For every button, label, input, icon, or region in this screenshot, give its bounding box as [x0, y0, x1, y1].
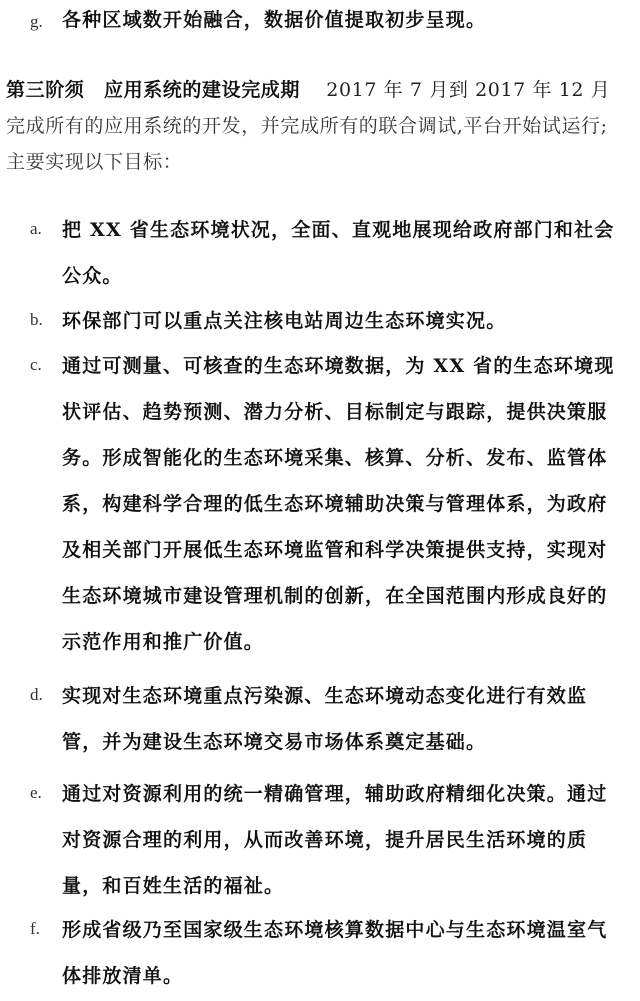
list-marker: d.	[30, 685, 43, 704]
list-item-text: 环保部门可以重点关注核电站周边生态环境实况。	[62, 310, 507, 332]
list-marker: e.	[30, 783, 42, 802]
list-marker: g.	[30, 12, 43, 31]
list-marker: a.	[30, 219, 42, 238]
list-item-text: 形成省级乃至国家级生态环境核算数据中心与生态环境温室气体排放清单。	[62, 919, 608, 987]
list-item-text: 通过可测量、可核查的生态环境数据，为 XX 省的生态环境现状评估、趋势预测、潜力分析、目标制定与跟踪，提供决策服务。形成智能化的生态环境采集、核算、分析、发布、监管体系，构建科学合理的低生态环境辅助决策与管理体系，为政府及相关部门开展低生态环境监管和科学决策提供支持，实现对生态环境城市建设管理机制的创新，在全国范围内形成良好的示范作用和推广价值。	[62, 355, 615, 653]
list-item-text: 把 XX 省生态环境状况，全面、直观地展现给政府部门和社会公众。	[62, 219, 615, 287]
list-marker: b.	[30, 310, 43, 329]
list-item-text: 实现对生态环境重点污染源、生态环境动态变化进行有效监管，并为建设生态环境交易市场体系奠定基础。	[62, 685, 588, 753]
phase3-dates: 2017 年 7 月到 2017 年 12 月	[326, 79, 611, 101]
phase3-body: 完成所有的应用系统的开发，并完成所有的联合调试,平台开始试运行;主要实现以下目标：	[6, 115, 608, 173]
list-item-text: 通过对资源利用的统一精确管理，辅助政府精细化决策。通过对资源合理的利用，从而改善环境，提升居民生活环境的质量，和百姓生活的福祉。	[62, 783, 608, 897]
phase3-title: 第三阶须 应用系统的建设完成期	[6, 79, 301, 101]
phase3-section	[6, 72, 626, 180]
list-item-text: 各种区域数开始融合，数据价值提取初步呈现。	[62, 9, 487, 31]
list-marker: c.	[30, 355, 42, 374]
list-marker: f.	[30, 919, 40, 938]
